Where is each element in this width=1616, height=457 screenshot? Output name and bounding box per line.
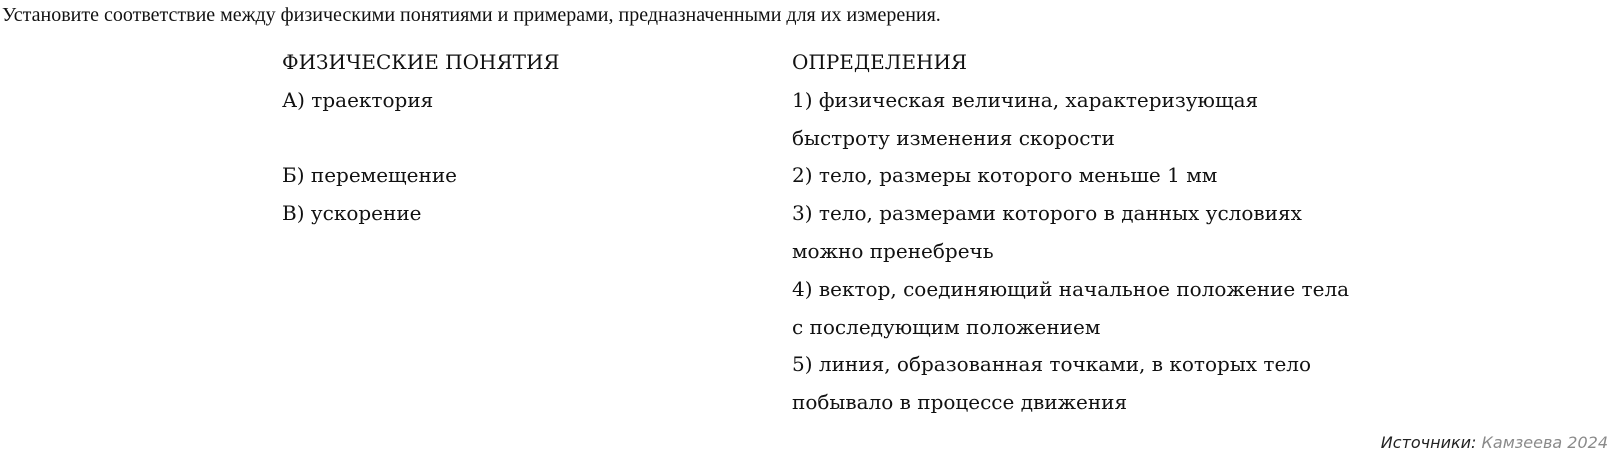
left-item-a: А) траектория — [282, 87, 434, 112]
right-items-list — [792, 82, 1352, 422]
right-item-1: 1) физическая величина, характеризующая быстроту изменения скорости — [792, 87, 1259, 150]
right-item-4: 4) вектор, соединяющий начальное положение тела с последующим положением — [792, 276, 1350, 339]
left-items-list — [282, 82, 792, 422]
left-item-c: В) ускорение — [282, 201, 422, 226]
right-item-5: 5) линия, образованная точками, в которых тело побывало в процессе движения — [792, 352, 1312, 415]
source-note — [1381, 433, 1608, 453]
task-prompt: Установите соответствие между физическими понятиями и примерами, предназначенными для их измерения. — [2, 4, 941, 26]
right-column-header: ОПРЕДЕЛЕНИЯ — [792, 50, 968, 74]
left-item-b: Б) перемещение — [282, 163, 457, 188]
matching-table — [282, 44, 1352, 422]
source-label: Источники: — [1380, 433, 1477, 452]
left-column-header: ФИЗИЧЕСКИЕ ПОНЯТИЯ — [282, 50, 560, 74]
right-item-3: 3) тело, размерами которого в данных условиях можно пренебречь — [792, 201, 1302, 263]
right-item-2: 2) тело, размеры которого меньше 1 мм — [792, 163, 1218, 188]
source-link[interactable]: Камзеева 2024 — [1481, 433, 1608, 452]
